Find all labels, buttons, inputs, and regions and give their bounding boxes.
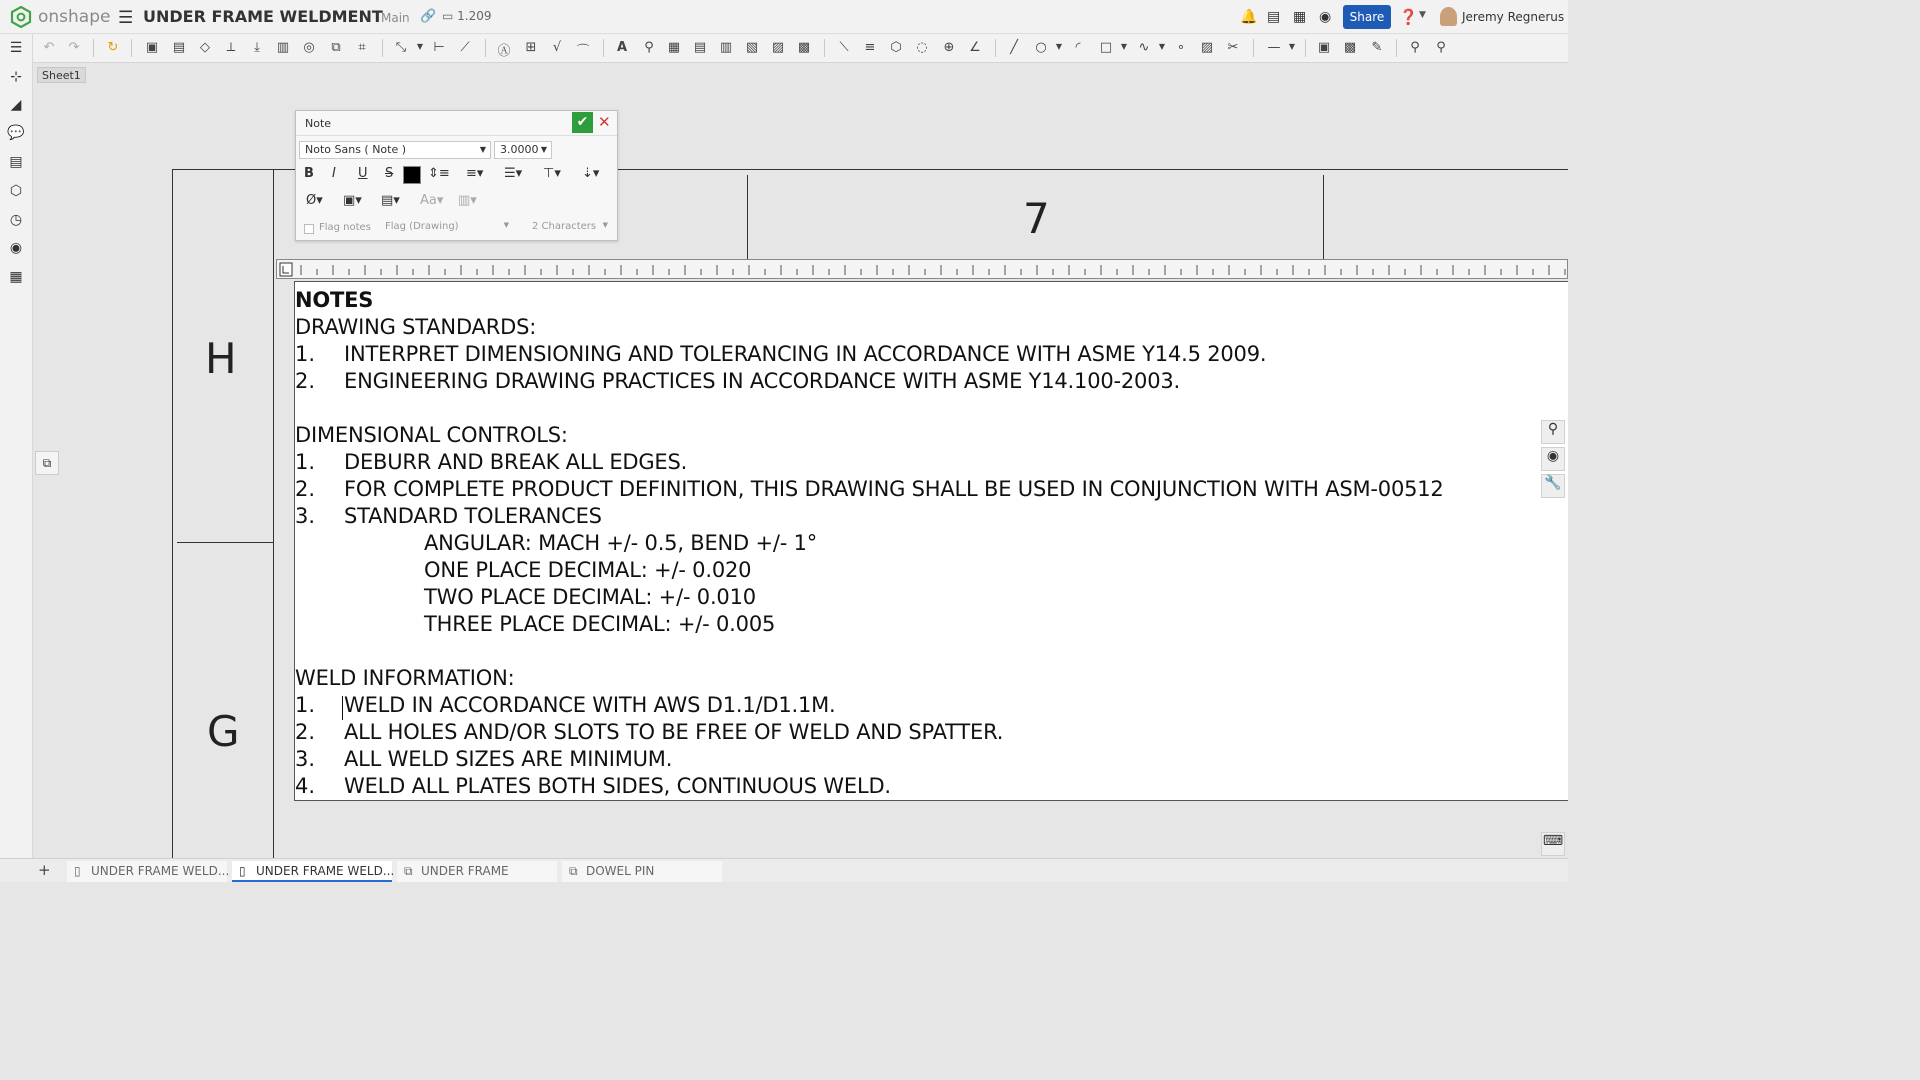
item-text: INTERPRET DIMENSIONING AND TOLERANCING IN ACCORDANCE WITH ASME Y14.5 2009. — [344, 342, 1267, 366]
toolbar-divider — [485, 39, 486, 57]
chevron-down-icon: ▼ — [503, 221, 509, 229]
numbered-list-icon[interactable]: ⇣▾ — [582, 166, 600, 181]
ruler-ticks — [277, 260, 1568, 280]
item-number: 1. — [295, 450, 316, 474]
stack-fraction-icon[interactable]: ▥▾ — [458, 193, 477, 208]
render-mode-icon[interactable]: ◉ — [1541, 447, 1565, 471]
item-text: ENGINEERING DRAWING PRACTICES IN ACCORDANCE WITH ASME Y14.100-2003. — [344, 369, 1181, 393]
line-icon[interactable]: ╱ — [1010, 40, 1018, 55]
version-label[interactable] — [442, 9, 492, 23]
standards-heading: DRAWING STANDARDS: — [295, 315, 537, 339]
item-text: STANDARD TOLERANCES — [344, 504, 602, 528]
note-icon[interactable]: Ⓐ — [497, 44, 511, 59]
circle-dropdown-icon[interactable]: ▼ — [1055, 42, 1063, 51]
zone-divider — [1323, 175, 1324, 259]
broken-out-section-icon[interactable]: ▥ — [276, 40, 290, 55]
toolbar-divider — [1305, 39, 1306, 57]
line-style-dropdown-icon[interactable]: ▼ — [1288, 42, 1296, 51]
item-number: 1. — [295, 342, 316, 366]
notes-panel-icon[interactable]: ▤ — [9, 154, 23, 170]
center-mark-icon[interactable]: ≡ — [864, 40, 876, 55]
border-line-left — [172, 169, 173, 858]
view-panel-icon[interactable]: ⧉ — [35, 451, 59, 475]
arc-icon[interactable]: ◜ — [1075, 40, 1081, 55]
flag-notes-checkbox[interactable] — [304, 224, 314, 234]
revision-table-icon[interactable]: ▧ — [745, 40, 759, 55]
export-dxf-icon[interactable]: ▣ — [1317, 40, 1331, 55]
dimension-dropdown-icon[interactable]: ▼ — [416, 42, 424, 51]
surface-finish-icon[interactable]: √ — [552, 40, 562, 55]
text-color-button[interactable] — [403, 166, 421, 184]
user-name[interactable]: Jeremy Regnerus — [1462, 10, 1565, 24]
circle-center-icon[interactable]: ◌ — [916, 40, 928, 55]
assembly-icon: ⧉ — [404, 864, 413, 878]
callout-icon[interactable]: ⚲ — [644, 40, 654, 55]
dialog-title: Note — [305, 117, 332, 130]
font-size-value: 3.0000 — [500, 143, 539, 156]
bullet-list-icon[interactable]: ☰▾ — [504, 166, 523, 181]
font-family-value: Noto Sans ( Note ) — [305, 143, 407, 156]
notes-heading: NOTES — [295, 288, 374, 312]
chamfer-dimension-icon[interactable]: ⟋ — [460, 40, 470, 55]
tools-icon[interactable]: 🔧 — [1541, 474, 1565, 498]
avatar[interactable] — [1440, 7, 1457, 26]
item-number: 2. — [295, 477, 316, 501]
list-item — [295, 720, 1565, 747]
insert-symbol-icon[interactable]: ▣▾ — [343, 193, 362, 208]
cancel-icon[interactable]: ✕ — [598, 113, 611, 131]
drawing-canvas[interactable] — [33, 64, 1568, 858]
toolbar-divider — [1253, 39, 1254, 57]
align-icon[interactable]: ≡▾ — [466, 166, 484, 181]
characters-value: 2 Characters — [532, 221, 597, 232]
note-text-editor[interactable] — [294, 281, 1568, 801]
item-number: 3. — [295, 504, 316, 528]
rectangle-dropdown-icon[interactable]: ▼ — [1120, 42, 1128, 51]
text-case-icon[interactable]: Aa▾ — [420, 193, 444, 208]
item-text: WELD ALL PLATES BOTH SIDES, CONTINUOUS WELD. — [344, 774, 891, 798]
item-number: 3. — [295, 747, 316, 771]
redo-icon[interactable]: ↷ — [68, 40, 80, 55]
toolbar-divider — [382, 39, 383, 57]
tab-drawing-1[interactable] — [67, 861, 230, 882]
weld-table-icon[interactable]: ▨ — [771, 40, 785, 55]
aligned-section-icon[interactable]: ⤓ — [254, 40, 260, 55]
angle-line-icon[interactable]: ∠ — [969, 40, 981, 55]
feature-list-icon[interactable]: ☰ — [9, 40, 23, 56]
properties-icon[interactable]: ⊹ — [10, 69, 22, 85]
font-family-select[interactable] — [299, 141, 491, 159]
item-text: ALL HOLES AND/OR SLOTS TO BE FREE OF WELD AND SPATTER. — [344, 720, 1004, 744]
detail-view-icon[interactable]: ◎ — [303, 40, 315, 55]
drawing-icon: ▯ — [239, 864, 246, 878]
item-text: FOR COMPLETE PRODUCT DEFINITION, THIS DRAWING SHALL BE USED IN CONJUNCTION WITH ASM-00512 — [344, 477, 1444, 501]
add-tab-icon[interactable]: + — [38, 861, 51, 879]
weld-symbol-icon[interactable]: ⌒ — [576, 44, 590, 59]
brand-name: onshape — [38, 7, 111, 27]
history-icon[interactable]: ◷ — [9, 212, 23, 228]
trim-icon[interactable]: ✂ — [1227, 40, 1239, 55]
notifications-icon[interactable]: 🔔 — [1240, 9, 1258, 25]
line-spacing-icon[interactable]: ⇕≡ — [428, 166, 450, 181]
feature-control-frame-icon[interactable]: ⊞ — [525, 40, 537, 55]
top-bar — [0, 0, 1568, 34]
list-item — [295, 504, 1565, 531]
accept-button[interactable]: ✔ — [572, 112, 593, 133]
bom-table-icon[interactable]: ▤ — [693, 40, 707, 55]
folder-icon: ▭ — [442, 9, 458, 23]
chevron-down-icon: ▼ — [540, 145, 547, 154]
insert-image-icon[interactable]: ▩ — [1343, 40, 1357, 55]
tab-label: UNDER FRAME — [421, 864, 509, 878]
keyboard-icon[interactable]: ⌨ — [1541, 832, 1565, 856]
text-icon[interactable]: A — [616, 40, 628, 55]
list-item — [295, 774, 1565, 801]
tab-drawing-2[interactable] — [232, 861, 395, 882]
spline-icon[interactable]: ∿ — [1138, 40, 1150, 55]
tab-label: UNDER FRAME WELD... — [256, 864, 395, 878]
note-dialog[interactable] — [295, 110, 618, 241]
appearance-icon[interactable]: ◢ — [10, 97, 22, 113]
list-item — [295, 342, 1565, 369]
part-studio-icon: ⧉ — [569, 864, 578, 878]
strikethrough-button[interactable]: S — [385, 166, 394, 181]
parts-icon[interactable]: ⬡ — [9, 183, 23, 199]
zone-line-inner — [273, 169, 274, 858]
toolbar-divider — [93, 39, 94, 57]
circle-icon[interactable]: ○ — [1035, 40, 1047, 55]
tab-label: DOWEL PIN — [586, 864, 655, 878]
app-store-icon[interactable]: ▦ — [1293, 9, 1307, 25]
regenerate-icon[interactable]: ↻ — [107, 40, 119, 55]
version-number: 1.209 — [457, 9, 492, 23]
zone-row-divider — [177, 542, 273, 543]
text-ruler[interactable] — [276, 259, 1568, 279]
item-text: DEBURR AND BREAK ALL EDGES. — [344, 450, 688, 474]
toolbar-divider — [824, 39, 825, 57]
list-item — [295, 369, 1565, 396]
comments-icon[interactable]: 💬 — [7, 125, 25, 141]
italic-button[interactable]: I — [332, 166, 336, 181]
chevron-down-icon: ▼ — [479, 145, 486, 154]
flag-type-select[interactable] — [385, 221, 513, 232]
tolerance-line: ANGULAR: MACH +/- 0.5, BEND +/- 1° — [424, 531, 818, 555]
link-icon[interactable]: 🔗 — [420, 9, 437, 24]
text-cursor — [342, 696, 343, 720]
auxiliary-view-icon[interactable]: ◇ — [200, 40, 210, 55]
vertical-align-icon[interactable]: ⊤▾ — [543, 166, 561, 181]
item-number: 4. — [295, 774, 316, 798]
bolt-circle-icon[interactable]: ⬡ — [890, 40, 902, 55]
zone-column-label: 7 — [1023, 194, 1050, 243]
bom-panel-icon[interactable]: ▦ — [9, 269, 23, 285]
list-item — [295, 693, 1565, 720]
line-style-icon[interactable]: — — [1267, 40, 1281, 55]
projected-view-icon[interactable]: ▤ — [172, 40, 186, 55]
diameter-symbol-icon[interactable]: Ø▾ — [306, 193, 323, 208]
tolerance-line: ONE PLACE DECIMAL: +/- 0.020 — [424, 558, 752, 582]
insert-field-icon[interactable]: ▤▾ — [381, 193, 400, 208]
tab-part-studio[interactable] — [562, 861, 722, 882]
document-tabs — [0, 858, 1568, 882]
help-dropdown-icon[interactable]: ▼ — [1419, 10, 1426, 20]
rectangle-icon[interactable]: □ — [1099, 40, 1113, 55]
learning-center-icon[interactable]: ◉ — [1319, 9, 1332, 25]
tolerance-line: TWO PLACE DECIMAL: +/- 0.010 — [424, 585, 756, 609]
list-item — [295, 477, 1565, 504]
toolbar-divider — [131, 39, 132, 57]
document-list-icon[interactable]: ▤ — [1267, 9, 1281, 25]
toolbar-divider — [1396, 39, 1397, 57]
dimension-icon[interactable]: ⤡ — [395, 40, 407, 55]
center-point-icon[interactable]: ⊕ — [943, 40, 955, 55]
view-cube-icon[interactable]: ⚲ — [1541, 420, 1565, 444]
zoom-window-icon[interactable]: ⚲ — [1436, 40, 1446, 55]
characters-select[interactable] — [532, 221, 610, 232]
tab-label: UNDER FRAME WELD... — [91, 864, 230, 878]
bold-button[interactable]: B — [304, 166, 314, 181]
undo-icon[interactable]: ↶ — [43, 40, 55, 55]
font-size-select[interactable] — [494, 141, 552, 159]
zone-row-label-g: G — [207, 707, 240, 756]
onshape-logo-icon[interactable] — [10, 6, 32, 28]
item-number: 2. — [295, 369, 316, 393]
underline-button[interactable]: U — [358, 166, 368, 181]
drawing-icon: ▯ — [74, 864, 81, 878]
flag-notes-label: Flag notes — [319, 222, 371, 233]
point-icon[interactable]: ∘ — [1176, 40, 1186, 55]
insert-view-icon[interactable]: ▣ — [145, 40, 159, 55]
document-title[interactable]: UNDER FRAME WELDMENT — [143, 7, 383, 26]
zone-row-label-h: H — [205, 334, 237, 383]
menu-icon[interactable]: ☰ — [118, 8, 134, 28]
section-view-icon[interactable]: ⟂ — [226, 40, 236, 55]
break-view-icon[interactable]: ⧉ — [331, 40, 341, 55]
list-item — [295, 747, 1565, 774]
format-painter-icon[interactable]: ✎ — [1371, 40, 1383, 55]
item-text: ALL WELD SIZES ARE MINIMUM. — [344, 747, 673, 771]
inspect-icon[interactable]: ◉ — [9, 240, 23, 256]
toolbar-divider — [603, 39, 604, 57]
hatch-icon[interactable]: ▨ — [1200, 40, 1214, 55]
share-button[interactable]: Share — [1343, 5, 1391, 29]
item-text: WELD IN ACCORDANCE WITH AWS D1.1/D1.1M. — [344, 693, 836, 717]
inspection-table-icon[interactable]: ▩ — [797, 40, 811, 55]
ordinate-dimension-icon[interactable]: ⊢ — [433, 40, 445, 55]
table-icon[interactable]: ▦ — [667, 40, 681, 55]
zone-divider — [747, 175, 748, 259]
sheet-tab[interactable]: Sheet1 — [37, 67, 86, 83]
spline-dropdown-icon[interactable]: ▼ — [1158, 42, 1166, 51]
zoom-to-fit-icon[interactable]: ⚲ — [1410, 40, 1420, 55]
hole-table-icon[interactable]: ▥ — [719, 40, 733, 55]
controls-heading: DIMENSIONAL CONTROLS: — [295, 423, 568, 447]
branch-label: Main — [381, 11, 410, 25]
dialog-divider — [296, 135, 617, 136]
help-icon[interactable]: ❓ — [1399, 8, 1418, 26]
toolbar-divider — [995, 39, 996, 57]
crop-view-icon[interactable]: ⌗ — [358, 40, 366, 55]
tolerance-line: THREE PLACE DECIMAL: +/- 0.005 — [424, 612, 776, 636]
item-number: 2. — [295, 720, 316, 744]
tab-assembly[interactable] — [397, 861, 557, 882]
chevron-down-icon: ▼ — [602, 221, 608, 229]
list-item — [295, 450, 1565, 477]
flag-type-value: Flag (Drawing) — [385, 221, 459, 232]
centerline-icon[interactable]: ⟍ — [839, 40, 849, 55]
item-number: 1. — [295, 693, 316, 717]
weld-heading: WELD INFORMATION: — [295, 666, 515, 690]
